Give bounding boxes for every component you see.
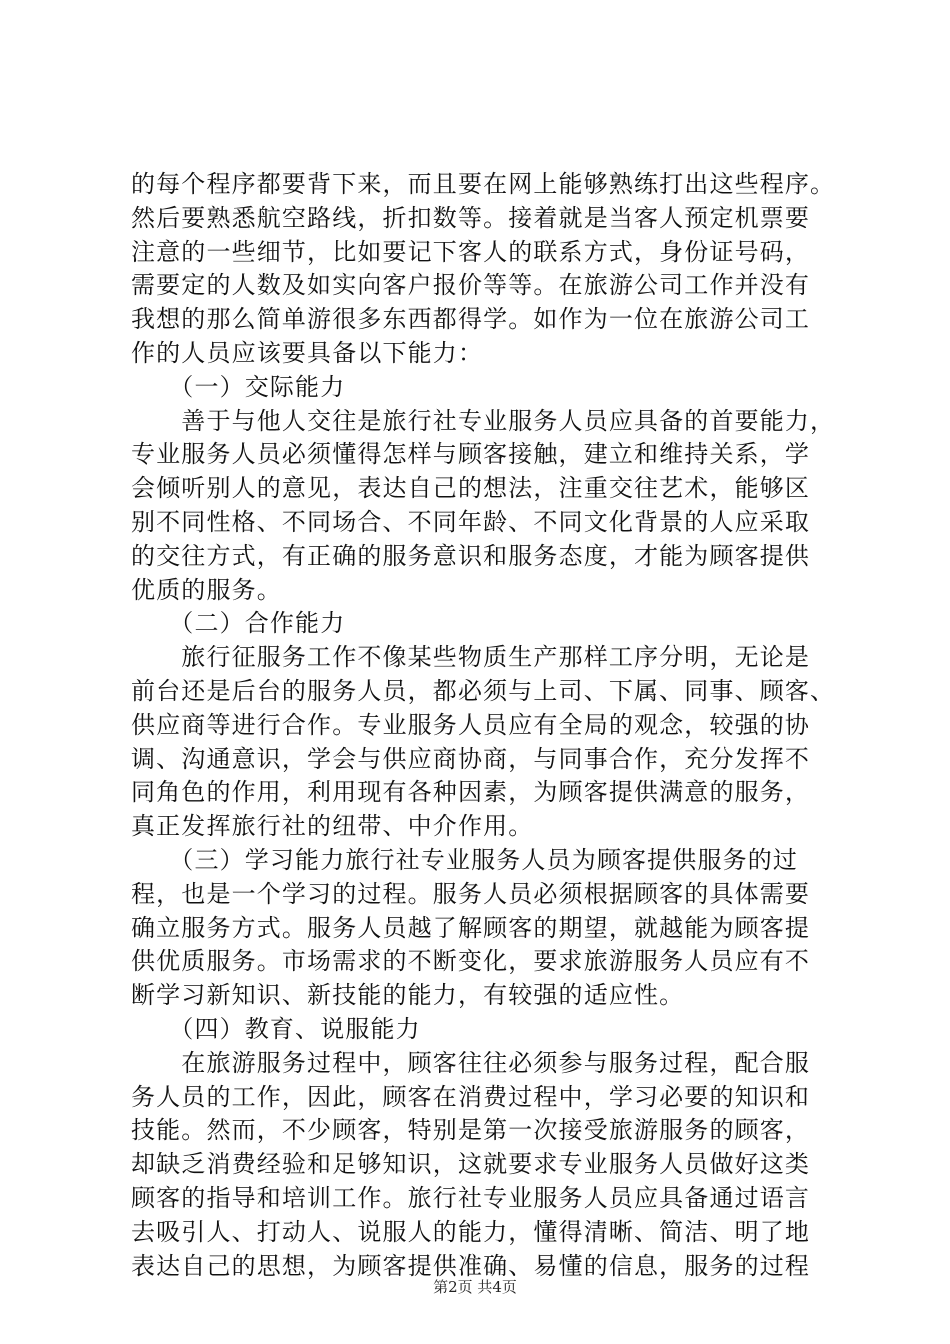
body-text <box>131 168 841 1283</box>
text-line: 优质的服务。 <box>131 575 282 604</box>
text-line: 我想的那么简单游很多东西都得学。如作为一位在旅游公司工 <box>131 305 811 334</box>
page-footer: 第2页 共4页 <box>433 1278 517 1296</box>
text-line: 断学习新知识、新技能的能力，有较强的适应性。 <box>131 981 685 1010</box>
text-line: 确立服务方式。服务人员越了解顾客的期望，就越能为顾客提 <box>131 913 811 942</box>
text-line: （四）教育、说服能力 <box>131 1014 421 1043</box>
text-line: 去吸引人、打动人、说服人的能力，懂得清晰、简洁、明了地 <box>131 1217 811 1246</box>
text-line: 会倾听别人的意见，表达自己的想法，注重交往艺术，能够区 <box>131 474 811 503</box>
text-line: 却缺乏消费经验和足够知识，这就要求专业服务人员做好这类 <box>131 1150 811 1179</box>
text-line: （二）合作能力 <box>131 609 346 638</box>
text-line: 的每个程序都要背下来，而且要在网上能够熟练打出这些程序。 <box>131 170 836 198</box>
text-line: 技能。然而，不少顾客，特别是第一次接受旅游服务的顾客， <box>131 1116 811 1145</box>
text-line: 的交往方式，有正确的服务意识和服务态度，才能为顾客提供 <box>131 541 811 570</box>
text-line: 需要定的人数及如实向客户报价等等。在旅游公司工作并没有 <box>131 271 811 300</box>
text-line: 同角色的作用，利用现有各种因素，为顾客提供满意的服务， <box>131 778 811 807</box>
text-line: 在旅游服务过程中，顾客往往必须参与服务过程，配合服 <box>131 1048 811 1077</box>
text-line: （三）学习能力旅行社专业服务人员为顾客提供服务的过 <box>131 845 799 874</box>
text-line: 然后要熟悉航空路线，折扣数等。接着就是当客人预定机票要 <box>131 203 811 232</box>
text-line: 专业服务人员必须懂得怎样与顾客接触，建立和维持关系，学 <box>131 440 811 469</box>
text-line: 前台还是后台的服务人员，都必须与上司、下属、同事、顾客、 <box>131 676 836 705</box>
text-line: 真正发挥旅行社的纽带、中介作用。 <box>131 812 534 841</box>
text-line: 旅行征服务工作不像某些物质生产那样工序分明，无论是 <box>131 643 811 672</box>
text-line: 顾客的指导和培训工作。旅行社专业服务人员应具备通过语言 <box>131 1183 811 1212</box>
text-line: （一）交际能力 <box>131 372 346 401</box>
text-line: 程，也是一个学习的过程。服务人员必须根据顾客的具体需要 <box>131 879 811 908</box>
text-line: 供应商等进行合作。专业服务人员应有全局的观念，较强的协 <box>131 710 811 739</box>
text-line: 善于与他人交往是旅行社专业服务人员应具备的首要能力， <box>131 406 836 435</box>
text-line: 别不同性格、不同场合、不同年龄、不同文化背景的人应采取 <box>131 507 811 536</box>
text-line: 供优质服务。市场需求的不断变化，要求旅游服务人员应有不 <box>131 947 811 976</box>
text-line: 作的人员应该要具备以下能力： <box>131 338 484 367</box>
text-line: 注意的一些细节，比如要记下客人的联系方式，身份证号码， <box>131 237 811 266</box>
text-line: 调、沟通意识，学会与供应商协商，与同事合作，充分发挥不 <box>131 744 811 773</box>
text-line: 表达自己的思想，为顾客提供准确、易懂的信息，服务的过程 <box>131 1251 811 1280</box>
text-line: 务人员的工作，因此，顾客在消费过程中，学习必要的知识和 <box>131 1082 811 1111</box>
